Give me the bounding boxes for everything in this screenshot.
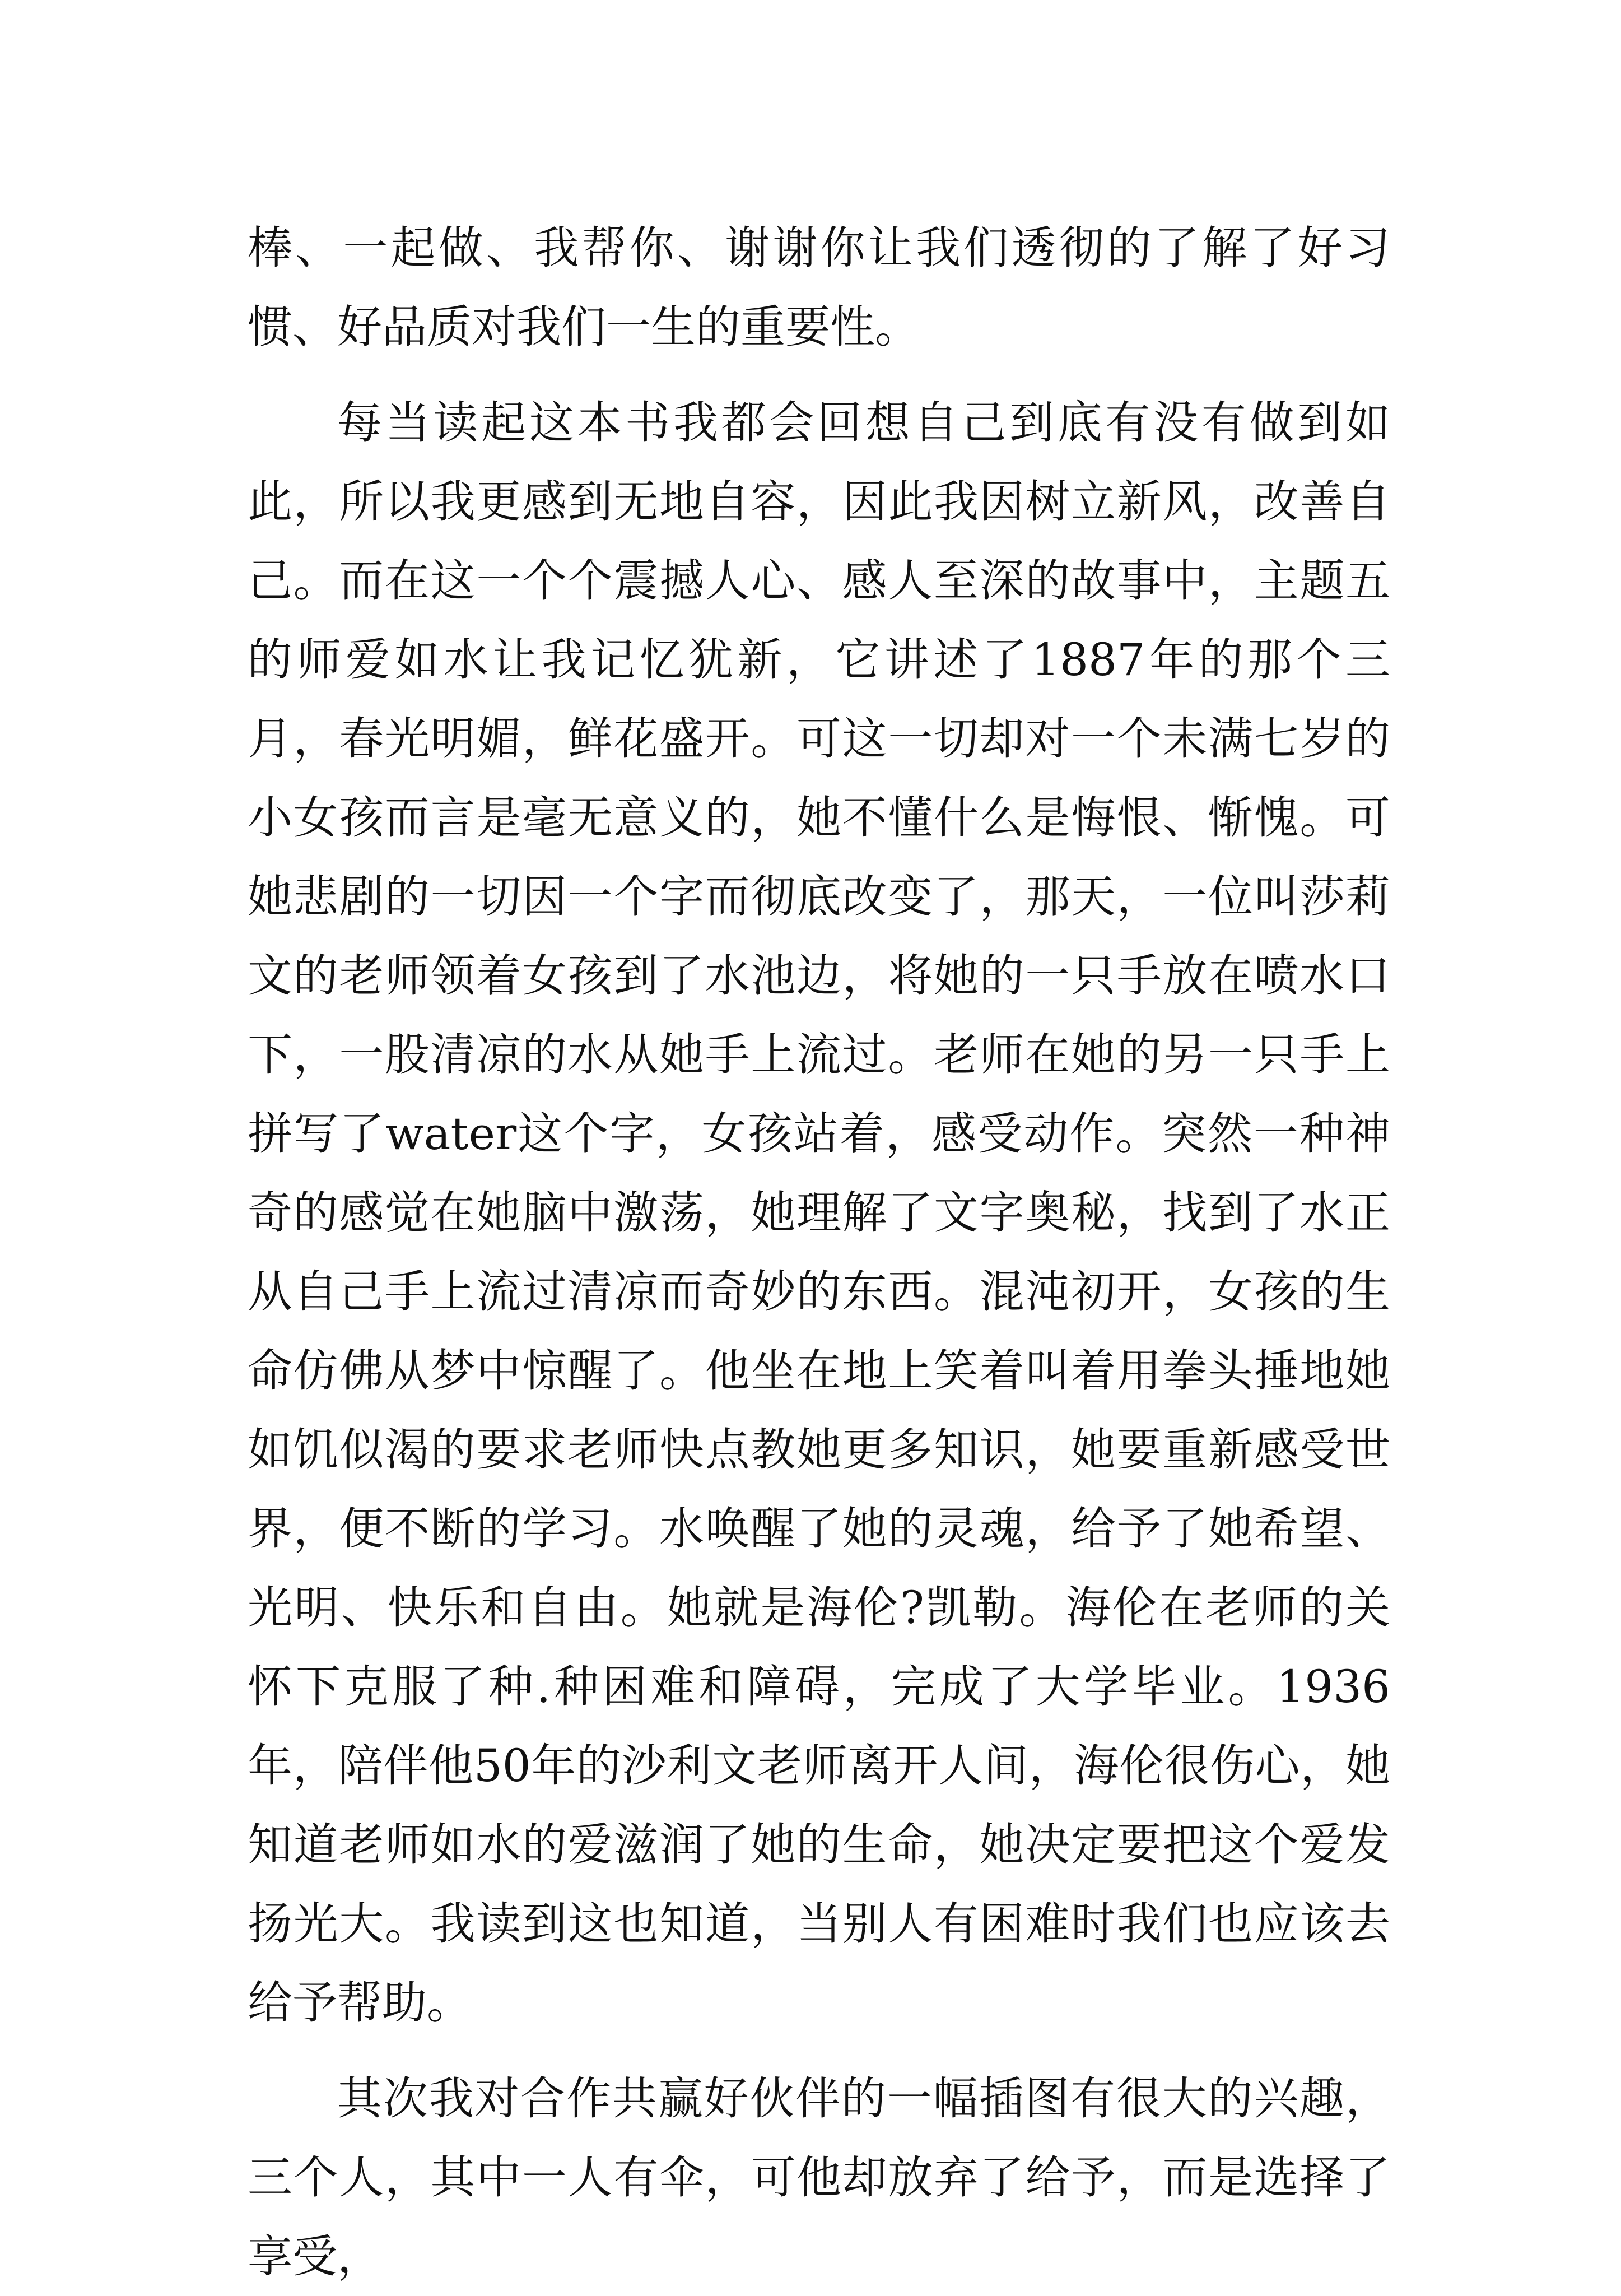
paragraph-continued: 棒、一起做、我帮你、谢谢你让我们透彻的了解了好习惯、好品质对我们一生的重要性。 xyxy=(248,222,1390,353)
paragraph-cooperation: 其次我对合作共赢好伙伴的一幅插图有很大的兴趣，三个人，其中一人有伞，可他却放弃了给予，而是选择了享受， xyxy=(248,2072,1390,2283)
paragraph-helen-keller: 每当读起这本书我都会回想自己到底有没有做到如此，所以我更感到无地自容，因此我因树立新风，改善自己。而在这一个个震撼人心、感人至深的故事中，主题五的师爱如水让我记忆犹新，它讲述了1887年的那个三月，春光明媚，鲜花盛开。可这一切却对一个未满七岁的小女孩而言是毫无意义的，她不懂什么是悔恨、惭愧。可她悲剧的一切因一个字而彻底改变了，那天，一位叫莎莉文的老师领着女孩到了水池边，将她的一只手放在喷水口下，一股清凉的水从她手上流过。老师在她的另一只手上拼写了water这个字，女孩站着，感受动作。突然一种神奇的感觉在她脑中激荡，她理解了文字奥秘，找到了水正从自己手上流过清凉而奇妙的东西。混沌初开，女孩的生命仿佛从梦中惊醒了。他坐在地上笑着叫着用拳头捶地她如饥似渴的要求老师快点教她更多知识，她要重新感受世界，便不断的学习。水唤醒了她的灵魂，给予了她希望、光明、快乐和自由。她就是海伦?凯勒。海伦在老师的关怀下克服了种.种困难和障碍，完成了大学毕业。1936年，陪伴他50年的沙利文老师离开人间，海伦很伤心，她知道老师如水的爱滋润了她的生命，她决定要把这个爱发扬光大。我读到这也知道，当别人有困难时我们也应该去给予帮助。 xyxy=(248,397,1390,2029)
body-text xyxy=(248,208,1390,2296)
